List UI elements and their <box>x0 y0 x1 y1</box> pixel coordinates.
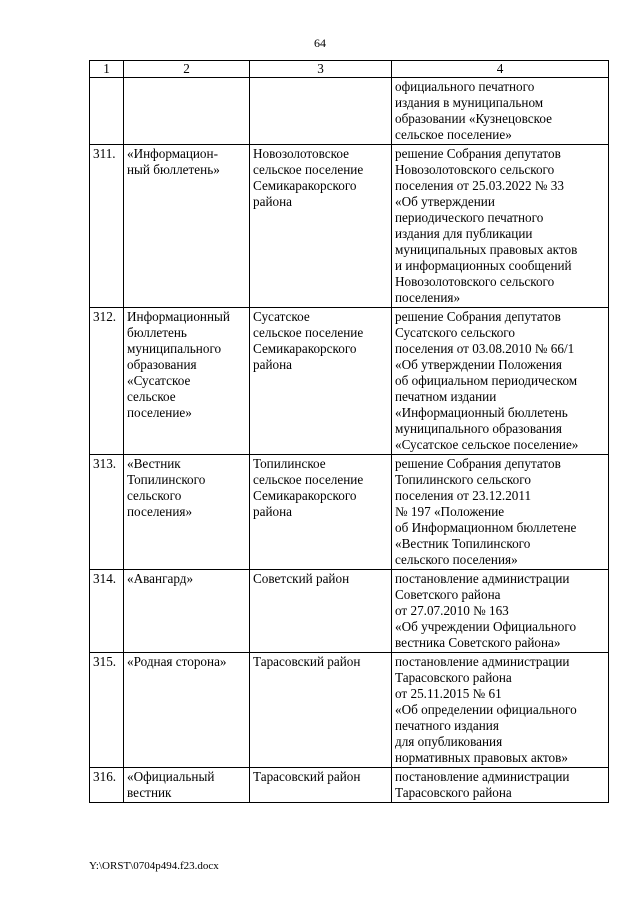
cell-text-line: Топилинского сельского <box>395 472 531 487</box>
cell-text-line: Топилинское <box>253 456 326 471</box>
publication-name-cell <box>124 308 250 455</box>
cell-text-line: «Вестник Топилинского <box>395 536 531 551</box>
cell-text-line: муниципального <box>127 341 222 356</box>
table-row <box>90 78 609 145</box>
cell-text-line: об Информационном бюллетене <box>395 520 577 535</box>
cell-text-line: 311. <box>93 146 116 161</box>
table-row <box>90 768 609 803</box>
registry-table <box>89 60 609 803</box>
footer-file-path: Y:\ORST\0704p494.f23.docx <box>89 860 219 872</box>
cell-text-line: «Официальный <box>127 769 215 784</box>
cell-text-line: «Информацион- <box>127 146 218 161</box>
row-number-cell <box>90 78 124 145</box>
cell-text-line: Сусатского сельского <box>395 325 515 340</box>
cell-text-line: от 25.11.2015 № 61 <box>395 686 502 701</box>
cell-text-line: 315. <box>93 654 117 669</box>
cell-text-line: Советского района <box>395 587 501 602</box>
publication-name-cell <box>124 455 250 570</box>
cell-text-line: образовании «Кузнецовское <box>395 111 552 126</box>
header-row <box>90 61 609 78</box>
cell-text-line: Новозолотовского сельского <box>395 162 555 177</box>
legal-act-cell <box>392 78 609 145</box>
table-row <box>90 653 609 768</box>
municipality-cell <box>250 768 392 803</box>
cell-text-line: и информационных сообщений <box>395 258 572 273</box>
header-cell: 3 <box>250 61 392 78</box>
cell-text-line: решение Собрания депутатов <box>395 146 561 161</box>
cell-text-line: постановление администрации <box>395 654 570 669</box>
cell-text-line: поселения» <box>395 290 461 305</box>
cell-text-line: 314. <box>93 571 117 586</box>
cell-text-line: издания для публикации <box>395 226 533 241</box>
municipality-cell <box>250 653 392 768</box>
cell-text-line: сельское поселение <box>253 162 364 177</box>
cell-text-line: издания в муниципальном <box>395 95 544 110</box>
cell-text-line: Топилинского <box>127 472 206 487</box>
publication-name-cell <box>124 653 250 768</box>
cell-text-line: сельское поселение <box>253 325 364 340</box>
row-number-cell <box>90 570 124 653</box>
cell-text-line: 312. <box>93 309 117 324</box>
cell-text-line: периодического печатного <box>395 210 544 225</box>
cell-text-line: 316. <box>93 769 117 784</box>
cell-text-line: поселение» <box>127 405 192 420</box>
legal-act-cell <box>392 653 609 768</box>
legal-act-cell <box>392 570 609 653</box>
cell-text-line: Семикаракорского <box>253 178 357 193</box>
cell-text-line: Тарасовский район <box>253 654 361 669</box>
table-row <box>90 308 609 455</box>
legal-act-cell <box>392 455 609 570</box>
cell-text-line: сельское <box>127 389 176 404</box>
cell-text-line: ный бюллетень» <box>127 162 220 177</box>
row-number-cell <box>90 653 124 768</box>
cell-text-line: «Вестник <box>127 456 181 471</box>
cell-text-line: района <box>253 357 293 372</box>
publication-name-cell <box>124 78 250 145</box>
cell-text-line: нормативных правовых актов» <box>395 750 568 765</box>
row-number-cell <box>90 455 124 570</box>
cell-text-line: поселения от 25.03.2022 № 33 <box>395 178 564 193</box>
cell-text-line: «Авангард» <box>127 571 194 586</box>
cell-text-line: муниципального образования <box>395 421 562 436</box>
cell-text-line: Тарасовского района <box>395 670 512 685</box>
cell-text-line: постановление администрации <box>395 571 570 586</box>
cell-text-line: Сусатское <box>253 309 310 324</box>
cell-text-line: № 197 «Положение <box>395 504 505 519</box>
cell-text-line: постановление администрации <box>395 769 570 784</box>
header-cell: 2 <box>124 61 250 78</box>
cell-text-line: решение Собрания депутатов <box>395 309 561 324</box>
cell-text-line: «Родная сторона» <box>127 654 227 669</box>
cell-text-line: Информационный <box>127 309 230 324</box>
cell-text-line: 313. <box>93 456 117 471</box>
table-body <box>90 78 609 803</box>
cell-text-line: от 27.07.2010 № 163 <box>395 603 509 618</box>
cell-text-line: печатного издания <box>395 718 499 733</box>
cell-text-line: «Об утверждении <box>395 194 495 209</box>
cell-text-line: «Об учреждении Официального <box>395 619 577 634</box>
municipality-cell <box>250 78 392 145</box>
cell-text-line: вестник <box>127 785 172 800</box>
cell-text-line: образования <box>127 357 197 372</box>
municipality-cell <box>250 308 392 455</box>
table-row <box>90 570 609 653</box>
header-cell: 1 <box>90 61 124 78</box>
cell-text-line: Советский район <box>253 571 350 586</box>
cell-text-line: вестника Советского района» <box>395 635 561 650</box>
cell-text-line: сельского <box>127 488 182 503</box>
publication-name-cell <box>124 768 250 803</box>
table-row <box>90 145 609 308</box>
cell-text-line: Семикаракорского <box>253 488 357 503</box>
municipality-cell <box>250 455 392 570</box>
municipality-cell <box>250 570 392 653</box>
cell-text-line: Семикаракорского <box>253 341 357 356</box>
cell-text-line: муниципальных правовых актов <box>395 242 578 257</box>
cell-text-line: поселения от 23.12.2011 <box>395 488 532 503</box>
row-number-cell <box>90 145 124 308</box>
header-cell: 4 <box>392 61 609 78</box>
legal-act-cell <box>392 768 609 803</box>
row-number-cell <box>90 768 124 803</box>
cell-text-line: «Об утверждении Положения <box>395 357 562 372</box>
publication-name-cell <box>124 570 250 653</box>
cell-text-line: района <box>253 504 293 519</box>
cell-text-line: об официальном периодическом <box>395 373 578 388</box>
cell-text-line: Новозолотовское <box>253 146 349 161</box>
legal-act-cell <box>392 145 609 308</box>
cell-text-line: поселения» <box>127 504 193 519</box>
cell-text-line: Новозолотовского сельского <box>395 274 555 289</box>
legal-act-cell <box>392 308 609 455</box>
cell-text-line: «Информационный бюллетень <box>395 405 568 420</box>
cell-text-line: сельское поселение <box>253 472 364 487</box>
cell-text-line: «Об определении официального <box>395 702 577 717</box>
cell-text-line: для опубликования <box>395 734 503 749</box>
cell-text-line: Тарасовский район <box>253 769 361 784</box>
cell-text-line: сельского поселения» <box>395 552 518 567</box>
cell-text-line: района <box>253 194 293 209</box>
publication-name-cell <box>124 145 250 308</box>
cell-text-line: «Сусатское <box>127 373 191 388</box>
municipality-cell <box>250 145 392 308</box>
page-number: 64 <box>314 36 326 50</box>
cell-text-line: сельское поселение» <box>395 127 512 142</box>
table-row <box>90 455 609 570</box>
cell-text-line: бюллетень <box>127 325 187 340</box>
cell-text-line: Тарасовского района <box>395 785 512 800</box>
cell-text-line: «Сусатское сельское поселение» <box>395 437 579 452</box>
cell-text-line: решение Собрания депутатов <box>395 456 561 471</box>
row-number-cell <box>90 308 124 455</box>
cell-text-line: печатном издании <box>395 389 497 404</box>
cell-text-line: поселения от 03.08.2010 № 66/1 <box>395 341 575 356</box>
cell-text-line: официального печатного <box>395 79 535 94</box>
